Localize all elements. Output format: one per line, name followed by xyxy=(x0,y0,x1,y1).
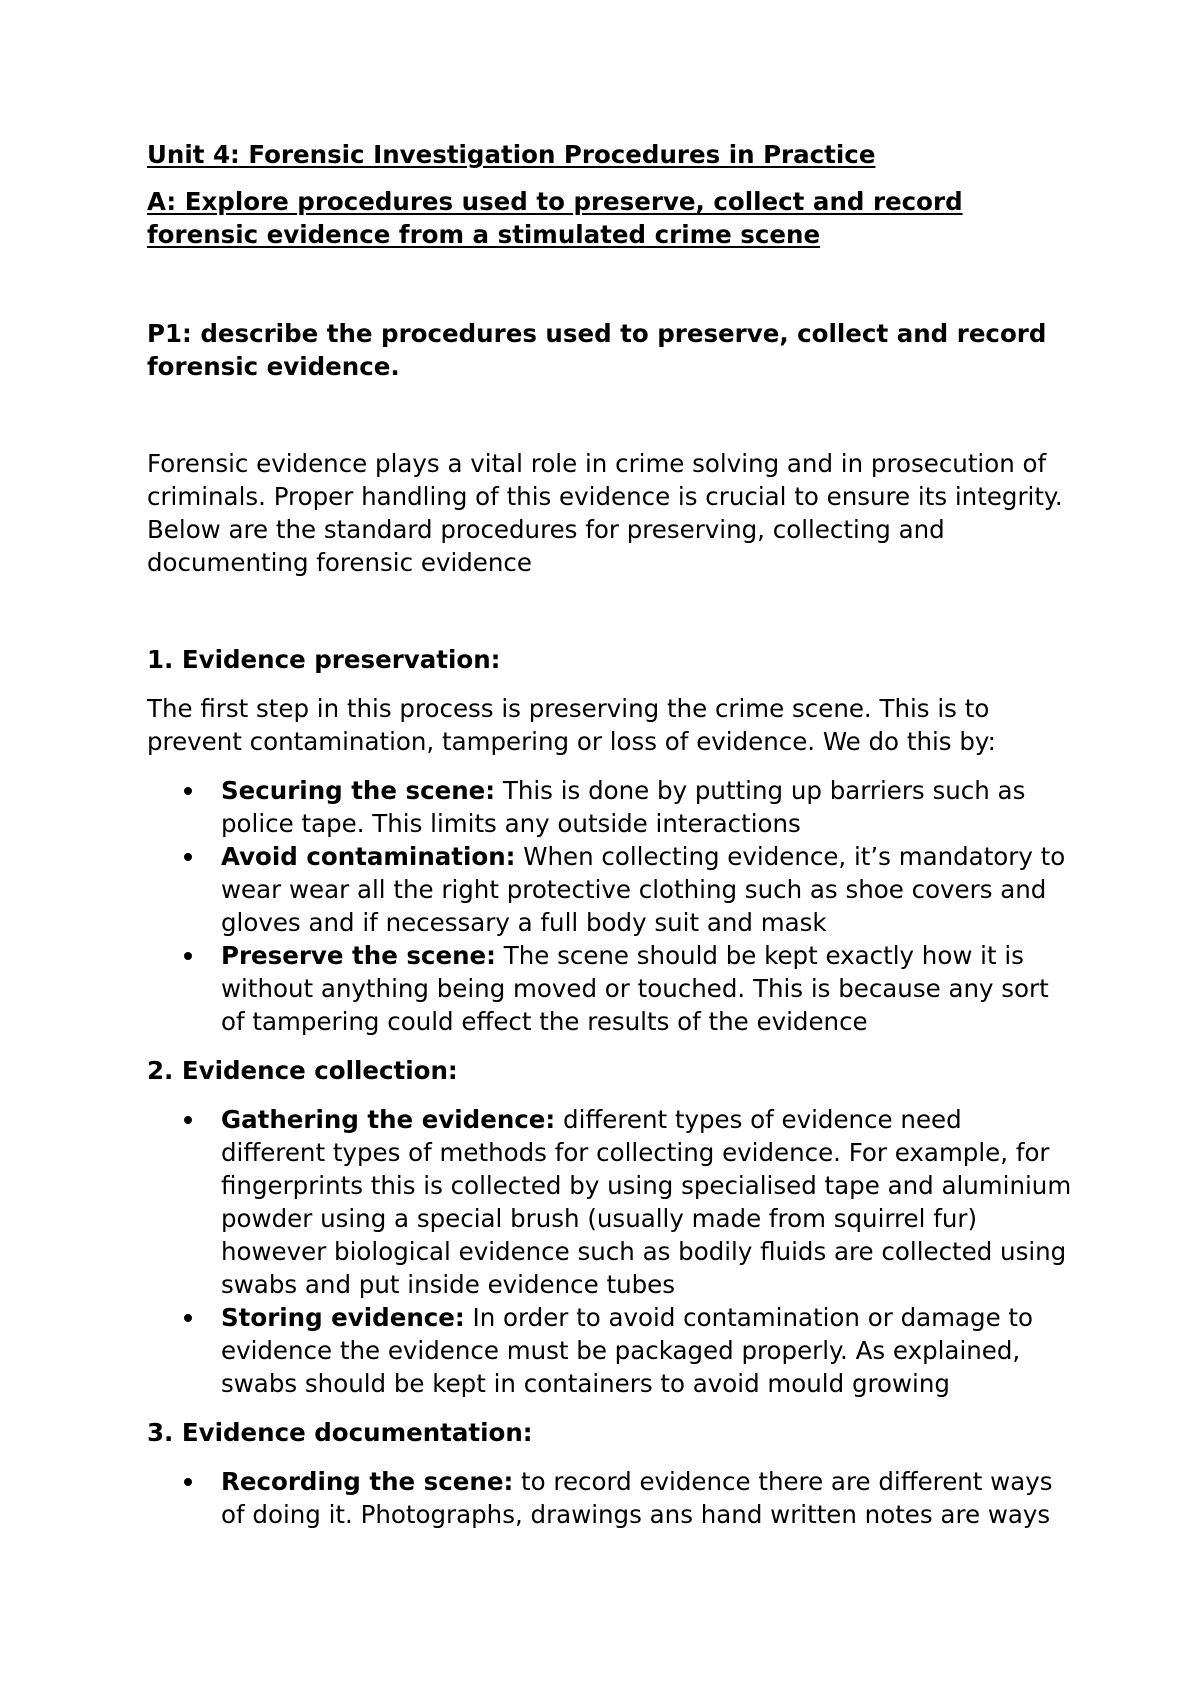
section-heading-documentation: 3. Evidence documentation: xyxy=(147,1418,533,1447)
criterion-heading: P1: describe the procedures used to preserve, collect and record forensic evidence. xyxy=(147,319,1047,381)
intro-paragraph: Forensic evidence plays a vital role in crime solving and in prosecution of criminals. Proper handling of this evidence is crucial to ensure its integrity. Below are the standard procedures for preserving, collecting and documenting forensic evidence xyxy=(147,449,1063,577)
bullet-icon xyxy=(184,1478,192,1486)
bullet-list-collection xyxy=(147,1103,1072,1400)
bullet-icon xyxy=(184,787,192,795)
section-heading-collection: 2. Evidence collection: xyxy=(147,1056,458,1085)
bullet-list-documentation xyxy=(147,1465,1072,1531)
bullet-icon xyxy=(184,952,192,960)
document-subtitle: A: Explore procedures used to preserve, collect and record forensic evidence from a stimulated crime scene xyxy=(147,187,963,249)
bullet-icon xyxy=(184,853,192,861)
bullet-icon xyxy=(184,1116,192,1124)
bullet-icon xyxy=(184,1314,192,1322)
list-item: Storing evidence: In order to avoid contamination or damage to evidence the evidence must be packaged properly. As explained, swabs should be kept in containers to avoid mould growing xyxy=(147,1301,1072,1400)
list-item: Preserve the scene: The scene should be kept exactly how it is without anything being moved or touched. This is because any sort of tampering could effect the results of the evidence xyxy=(147,939,1072,1038)
list-item: Recording the scene: to record evidence there are different ways of doing it. Photographs, drawings ans hand written notes are ways xyxy=(147,1465,1072,1531)
document-page xyxy=(147,138,1072,1531)
list-item: Avoid contamination: When collecting evidence, it’s mandatory to wear wear all the right protective clothing such as shoe covers and gloves and if necessary a full body suit and mask xyxy=(147,840,1072,939)
bullet-list-preservation xyxy=(147,774,1072,1038)
section-paragraph-preservation: The first step in this process is preserving the crime scene. This is to prevent contamination, tampering or loss of evidence. We do this by: xyxy=(147,694,996,756)
list-item: Gathering the evidence: different types of evidence need different types of methods for collecting evidence. For example, for fingerprints this is collected by using specialised tape and aluminium powder using a special brush (usually made from squirrel fur) however biological evidence such as bodily fluids are collected using swabs and put inside evidence tubes xyxy=(147,1103,1072,1301)
list-item: Securing the scene: This is done by putting up barriers such as police tape. This limits any outside interactions xyxy=(147,774,1072,840)
document-title: Unit 4: Forensic Investigation Procedures in Practice xyxy=(147,140,876,169)
section-heading-preservation: 1. Evidence preservation: xyxy=(147,645,501,674)
